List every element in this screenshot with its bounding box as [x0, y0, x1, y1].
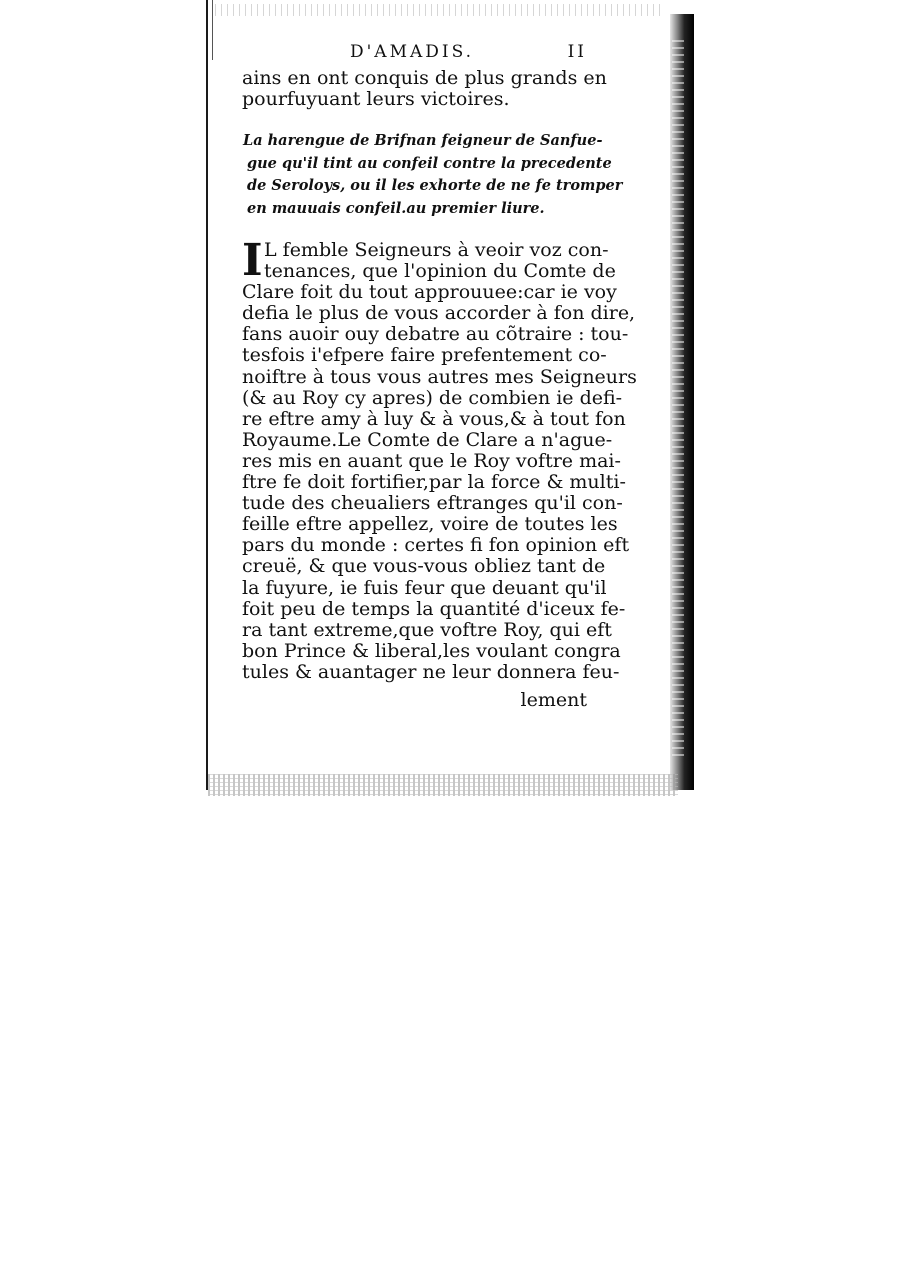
page-left-edge-shadow [212, 0, 213, 60]
text-line: bon Prince & liberal,les voulant congra [242, 639, 621, 662]
heading-line: gue qu'il tint au confeil contre la precedente [247, 154, 612, 172]
text-line: Clare foit du tout approuuee:car ie voy [242, 281, 617, 304]
page-bottom-noise [208, 774, 678, 796]
heading-line: en mauuais confeil.au premier liure. [247, 200, 545, 218]
catchword: lement [520, 689, 587, 711]
body-text [242, 235, 637, 683]
text-line: la fuyure, ie fuis feur que deuant qu'il [242, 576, 607, 599]
page-left-edge [206, 0, 208, 790]
text-line: noiftre à tous vous autres mes Seigneurs [242, 365, 637, 388]
drop-cap: I [242, 235, 263, 286]
text-line: creuë, & que vous-vous obliez tant de [242, 555, 606, 578]
text-line: pars du monde : certes fi fon opinion eft [242, 534, 630, 557]
text-line: (& au Roy cy apres) de combien ie defi- [242, 386, 623, 409]
carry-over-text [242, 67, 607, 111]
heading-line: de Seroloys, ou il les exhorte de ne fe tromper [247, 177, 623, 195]
running-head: D'AMADIS. [350, 42, 475, 62]
chapter-heading [243, 130, 623, 221]
page-number: II [567, 42, 587, 62]
heading-line: La harengue de Brifnan feigneur de Sanfue- [243, 132, 603, 149]
text-line: L femble Seigneurs à veoir voz con- [264, 239, 609, 261]
text-line: ftre fe doit fortifier,par la force & multi- [242, 471, 626, 494]
text-line: feille eftre appellez, voire de toutes les [242, 513, 618, 536]
text-line: Royaume.Le Comte de Clare a n'ague- [242, 428, 613, 451]
text-line: tesfois i'efpere faire prefentement co- [242, 344, 607, 367]
page-top-noise [215, 4, 665, 16]
text-line: fans auoir ouy debatre au cõtraire : tou- [242, 323, 629, 346]
page-header [242, 42, 587, 66]
text-line: re eftre amy à luy & à vous,& à tout fon [242, 407, 626, 430]
text-line: ains en ont conquis de plus grands en [242, 67, 607, 89]
text-line: pourfuyuant leurs victoires. [242, 88, 510, 111]
text-line: defia le plus de vous accorder à fon dire, [242, 302, 636, 325]
page-right-noise [672, 40, 684, 760]
text-line: tude des cheualiers eftranges qu'il con- [242, 492, 623, 515]
text-line: tules & auantager ne leur donnera feu- [242, 660, 620, 683]
text-line: tenances, que l'opinion du Comte de [264, 260, 616, 283]
text-line: foit peu de temps la quantité d'iceux fe- [242, 597, 626, 620]
text-line: res mis en auant que le Roy voftre mai- [242, 449, 621, 472]
text-line: ra tant extreme,que voftre Roy, qui eft [242, 618, 612, 641]
